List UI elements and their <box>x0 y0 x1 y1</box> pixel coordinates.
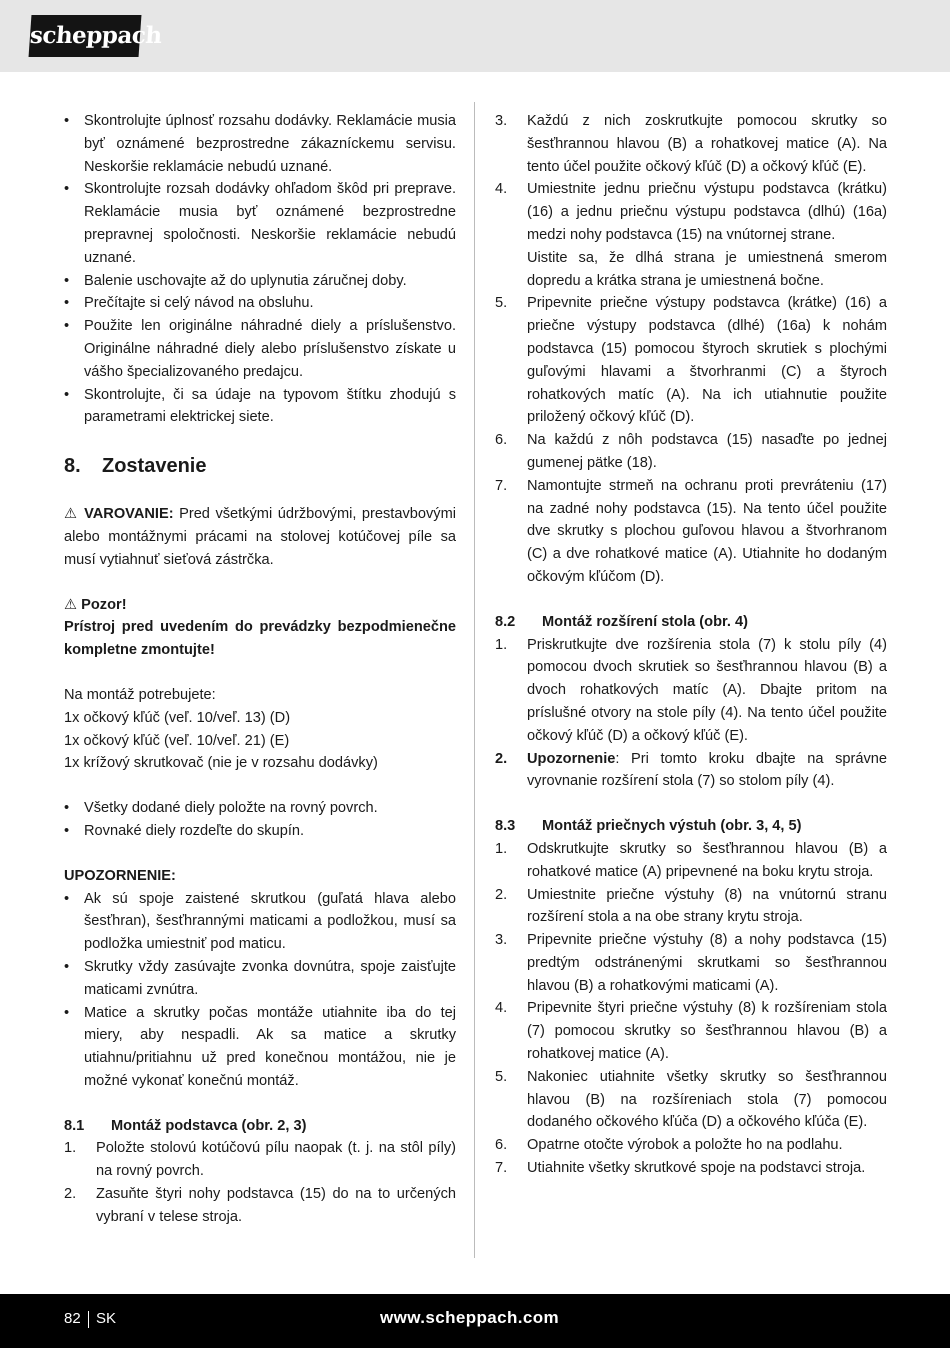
list-item: 4. Umiestnite jednu priečnu výstupu podstavca (krátku) (16) a jednu priečnu výstupu podstavca (dlhú) (16a) medzi nohy podstavca (15) na vnútornej strane. <box>495 181 887 243</box>
subsection-number: 8.3 <box>495 818 516 835</box>
tool-item: 1x krížový skrutkovač (nie je v rozsahu dodávky) <box>64 755 378 772</box>
tool-item: 1x očkový kľúč (veľ. 10/veľ. 21) (E) <box>64 732 290 749</box>
website-link[interactable]: www.scheppach.com <box>380 1308 560 1327</box>
list-item: 6. Na každú z nôh podstavca (15) nasaďte po jednej gumenej pätke (18). <box>495 432 887 471</box>
section-number: 8. <box>64 455 81 478</box>
subsection-heading-8-1 <box>64 1115 456 1138</box>
attention-text: Prístroj pred uvedením do prevádzky bezpodmienečne kompletne zmontujte! <box>64 619 456 659</box>
column-divider <box>474 102 475 1258</box>
list-item: 1. Priskrutkujte dve rozšírenia stola (7) k stolu píly (4) pomocou dvoch skrutiek so šesťhrannou hlavou (B) a dvoch rohatkových matíc (A). Dbajte pritom na príslušné otvory na stole píly (4). Na tento účel použite očkový kľúč (D) a očkový kľúč (E). <box>495 636 887 744</box>
left-column <box>64 110 456 1229</box>
section-title: Zostavenie <box>102 455 207 478</box>
subsection-title: Montáž podstavca (obr. 2, 3) <box>111 1117 307 1134</box>
list-item: 5. Pripevnite priečne výstupy podstavca (krátke) (16) a priečne výstupy podstavca (dlhé) (16a) k nohám podstavca (15) pomocou štyroch skrutiek s plochými guľovými hlavami a štvorhranmi (C) a štyroch rohatkových matíc (A). Na ich utiahnutie použite priložený očkový kľúč (D). <box>495 295 887 426</box>
section-heading <box>64 453 456 479</box>
list-item: • Všetky dodané diely položte na rovný povrch. <box>64 797 456 820</box>
list-item: 2. Umiestnite priečne výstuhy (8) na vnútornú stranu rozšírení stola a na obe strany krytu stroja. <box>495 886 887 926</box>
list-item: • Matice a skrutky počas montáže utiahnite iba do tej miery, aby nespadli. Ak sa matice a skrutky utiahnu/pritiahnu už pred konečnou montážou, nie je možné vykonať konečnú montáž. <box>64 1002 456 1093</box>
list-item: 1. Odskrutkujte skrutky so šesťhrannou hlavou (B) a rohatkové matice (A) pripevnené na boku krytu stroja. <box>495 840 887 880</box>
intro-bullet-list <box>64 110 456 429</box>
footer-separator <box>88 1311 89 1328</box>
page-footer <box>0 1294 950 1348</box>
steps-8-2-list <box>495 634 887 794</box>
note-bullet-list <box>64 888 456 1093</box>
list-item: 7. Namontujte strmeň na ochranu proti prevráteniu (17) na zadné nohy podstavca (15). Na tento účel použite dve skrutky s plochou guľovou hlavou a štvorhranom (C) a dve rohatkové matice (A). Utiahnite ho dodaným očkovým kľúčom (D). <box>495 477 887 585</box>
language-code: SK <box>96 1310 117 1327</box>
list-item: 1. Položte stolovú kotúčovú pílu naopak (t. j. na stôl píly) na rovný povrch. <box>64 1140 456 1180</box>
list-item: 3. Pripevnite priečne výstuhy (8) a nohy podstavca (15) predtým odstránenými skrutkami so šesťhrannou hlavou (B) a rohatkovými maticami (A). <box>495 932 887 994</box>
page-header <box>0 0 950 72</box>
list-item: • Balenie uschovajte až do uplynutia záručnej doby. <box>64 270 456 293</box>
tool-item: 1x očkový kľúč (veľ. 10/veľ. 13) (D) <box>64 709 291 726</box>
subsection-title: Montáž rozšírení stola (obr. 4) <box>542 613 748 630</box>
right-column <box>495 110 887 1180</box>
attention-label: Pozor! <box>81 596 127 613</box>
tools-intro: Na montáž potrebujete: <box>64 686 216 703</box>
warning-triangle-icon: ⚠ <box>64 506 79 523</box>
list-item: • Prečítajte si celý návod na obsluhu. <box>64 292 456 315</box>
list-item: 5. Nakoniec utiahnite všetky skrutky so šesťhrannou hlavou (B) na rozšíreniach stola (7) pomocou dodaného očkového kľúča (D) a očkového kľúča (E). <box>495 1068 887 1131</box>
list-item: • Skontrolujte rozsah dodávky ohľadom škôd pri preprave. Reklamácie musia byť oznámené bezprostredne prepravnej spoločnosti. Neskoršie reklamácie nebudú uznané. <box>64 178 456 269</box>
subsection-heading-8-2 <box>495 611 887 634</box>
warning-text: Pred všetkými údržbovými, prestavbovými alebo montážnymi prácami na stolovej kotúčovej píle sa musí vytiahnuť sieťová zástrčka. <box>64 506 456 568</box>
brand-logo: scheppach <box>29 15 142 57</box>
warning-label: VAROVANIE: <box>84 506 174 523</box>
list-item: • Použite len originálne náhradné diely a príslušenstvo. Originálne náhradné diely alebo príslušenstvo získate u vášho špecializovaného predajcu. <box>64 315 456 383</box>
warning-paragraph <box>64 503 456 571</box>
subsection-number: 8.1 <box>64 1117 85 1134</box>
steps-8-1-continued-list <box>495 110 887 589</box>
attention-heading <box>64 594 456 617</box>
list-item: 6. Opatrne otočte výrobok a položte ho na podlahu. <box>495 1137 843 1154</box>
list-item: • Skontrolujte, či sa údaje na typovom štítku zhodujú s parametrami elektrickej siete. <box>64 384 456 430</box>
list-item: • Skontrolujte úplnosť rozsahu dodávky. Reklamácie musia byť oznámené bezprostredne zákazníckemu servisu. Neskoršie reklamácie nebudú uznané. <box>64 110 456 178</box>
prep-bullet-list <box>64 797 456 843</box>
list-item: 4. Pripevnite štyri priečne výstuhy (8) k rozšíreniam stola (7) pomocou skrutky so šesťhrannou hlavou (B) a rohatkovej matice (A). <box>495 1000 887 1063</box>
list-item: 2. Zasuňte štyri nohy podstavca (15) do na to určených vybraní v telese stroja. <box>64 1186 456 1225</box>
list-item: • Skrutky vždy zasúvajte zvonka dovnútra, spoje zaisťujte maticami zvnútra. <box>64 956 456 1002</box>
page-number: 82 <box>64 1310 81 1327</box>
subsection-heading-8-3 <box>495 815 887 838</box>
steps-8-3-list <box>495 838 887 1180</box>
list-item: 2. Upozornenie: Pri tomto kroku dbajte na správne vyrovnanie rozšírení stola (7) so stolom píly (4). <box>495 750 887 790</box>
steps-8-1-list <box>64 1137 456 1228</box>
list-item: Uistite sa, že dlhá strana je umiestnená smerom dopredu a krátka strana je umiestnená bočne. <box>527 249 887 289</box>
note-label: UPOZORNENIE: <box>64 867 176 884</box>
list-item: 3. Každú z nich zoskrutkujte pomocou skrutky so šesťhrannou hlavou (B) a rohatkovej matice (A). Na tento účel použite očkový kľúč (D) a očkový kľúč (E). <box>495 113 887 175</box>
list-item: • Rovnaké diely rozdeľte do skupín. <box>64 820 456 843</box>
list-item: • Ak sú spoje zaistené skrutkou (guľatá hlava alebo šesťhran), šesťhrannými maticami a podložkou, musí sa podložka umiestniť pod maticu. <box>64 888 456 956</box>
subsection-title: Montáž priečnych výstuh (obr. 3, 4, 5) <box>542 818 802 835</box>
list-item: 7. Utiahnite všetky skrutkové spoje na podstavci stroja. <box>495 1160 866 1177</box>
warning-triangle-icon: ⚠ <box>64 596 78 613</box>
subsection-number: 8.2 <box>495 613 516 630</box>
